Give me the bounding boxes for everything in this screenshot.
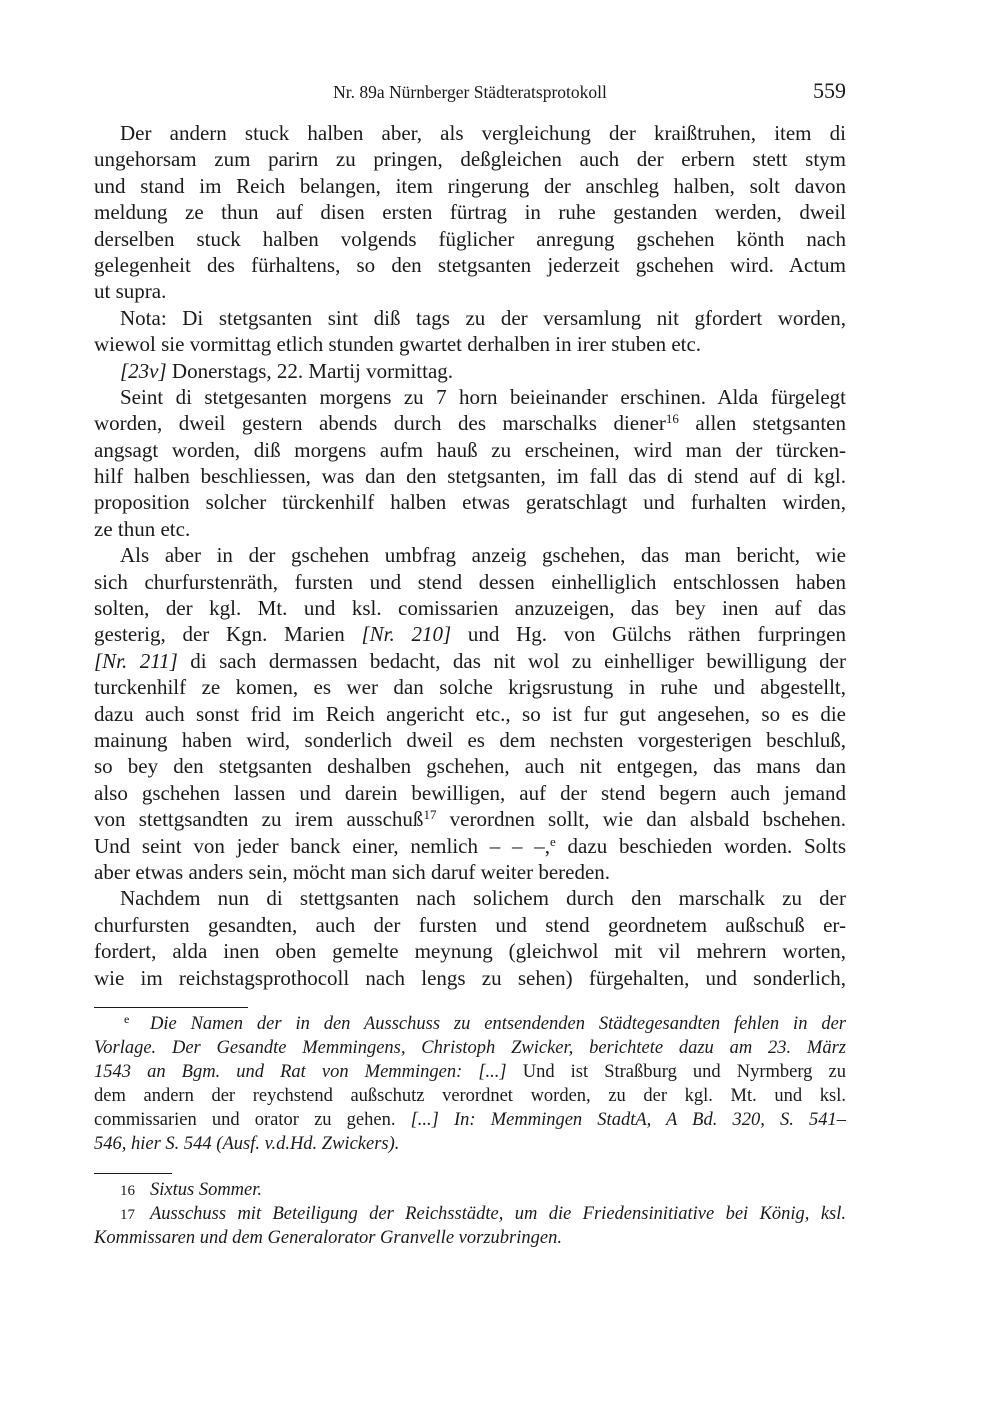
text-line: Seint di stetgesanten morgens zu 7 horn beieinander erschinen. Alda fürgelegt (120, 384, 846, 409)
text-line: churfursten gesandten, auch der fursten und stend geordnetem außschuß er- (94, 912, 846, 937)
text-line: derselben stuck halben volgends füglicher anregung gschehen könth nach (94, 226, 846, 251)
text-line: Und seint von jeder banck einer, nemlich – – –,$^e$ dazu beschieden worden. Solts (94, 833, 846, 858)
running-header (94, 78, 846, 108)
text-line: und stand im Reich belangen, item ringerung der anschleg halben, solt davon (94, 173, 846, 198)
footnote-ref-17[interactable]: 17 (423, 807, 437, 823)
text-line: gelegenheit des fürhaltens, so den stetgsanten jederzeit gschehen wird. Actum (94, 252, 846, 277)
text-line: [Nr. 211] di sach dermassen bedacht, das nit wol zu einhelliger bewilligung der (94, 648, 847, 673)
text-line: ut supra. (94, 279, 167, 304)
main-text (94, 120, 846, 991)
text-line: meldung ze thun auf disen ersten fürtrag in ruhe gestanden werden, dweil (94, 200, 846, 225)
text-line: turckenhilf ze komen, es wer dan solche krigsrustung in ruhe und abgestellt, (94, 675, 846, 700)
text-line: gesterig, der Kgn. Marien [Nr. 210] und Hg. von Gülchs räthen furpringen (94, 622, 846, 647)
text-line: also gschehen lassen und darein bewilligen, auf der stend begern auch jemand (94, 780, 846, 805)
text-line: Nota: Di stetgsanten sint diß tags zu der versamlung nit gfordert worden, (120, 305, 846, 330)
page-number: 559 (813, 78, 846, 103)
footnotes (94, 1178, 846, 1250)
running-title: Nr. 89a Nürnberger Städteratsprotokoll (333, 82, 607, 102)
cross-reference[interactable]: [Nr. 211] (94, 648, 178, 673)
text-line: fordert, alda inen oben gemelte meynung (gleichwol mit vil mehrern worten, (94, 939, 846, 964)
text-line: so bey den stetgsanten deshalben gschehen, auch nit entgegen, das mans dan (94, 754, 846, 779)
dateline: [23v] Donerstags, 22. Martij vormittag. (120, 358, 454, 383)
text-line: von stettgsandten zu irem ausschuß$^{17}$ verordnen sollt, wie dan alsbald bschehen. (94, 807, 846, 832)
note-line: e Die Namen der in den Ausschuss zu entsendenden Städtegesandten fehlen in der (124, 1012, 846, 1034)
footnote-mark: 16 (120, 1183, 135, 1199)
text-line: wiewol sie vormittag etlich stunden gwartet derhalben in irer stuben etc. (94, 332, 702, 357)
footnote-rule (94, 1173, 172, 1174)
textnote-rule (94, 1007, 248, 1008)
text-line: sich churfurstenräth, fursten und stend dessen einhelliglich entschlossen haben (94, 569, 846, 594)
text-line: mainung haben wird, sonderlich dweil es dem nechsten vorgesterigen beschluß, (94, 727, 846, 752)
text-line: dazu auch sonst frid im Reich angericht etc., so ist fur gut angesehen, so es die (94, 701, 846, 726)
textcritical-notes (94, 1012, 846, 1156)
cross-reference[interactable]: [Nr. 210] (361, 622, 452, 647)
note-line: Kommissaren und dem Generalorator Granvelle vorzubringen. (94, 1228, 562, 1248)
text-line: Nachdem nun di stettgsanten nach solichem durch den marschalk zu der (120, 886, 846, 911)
text-line: proposition solcher türckenhilf halben etwas geratschlagt und furhalten wirden, (94, 490, 846, 515)
text-line: Als aber in der gschehen umbfrag anzeig gschehen, das man bericht, wie (120, 543, 846, 568)
note-line: 546, hier S. 544 (Ausf. v.d.Hd. Zwickers). (94, 1134, 400, 1154)
note-line: Vorlage. Der Gesandte Memmingens, Christoph Zwicker, berichtete dazu am 23. März (94, 1038, 846, 1058)
note-line: 1543 an Bgm. und Rat von Memmingen: [...] Und ist Straßburg und Nyrmberg zu (94, 1062, 846, 1082)
text-line: ze thun etc. (94, 516, 191, 541)
text-line: angsagt worden, diß morgens aufm hauß zu erscheinen, wird man der türcken- (94, 437, 846, 462)
folio-marker: [23v] (120, 358, 167, 383)
text-line: worden, dweil gestern abends durch des marschalks diener$^{16}$ allen stetgsanten (94, 411, 846, 436)
footnote-17: 17 Ausschuss mit Beteiligung der Reichsstädte, um die Friedensinitiative bei König, ksl. (94, 1202, 846, 1226)
textnote-ref-e[interactable]: e (550, 833, 556, 849)
note-line: commissarien und orator zu gehen. [...] In: Memmingen StadtA, A Bd. 320, S. 541– (94, 1110, 846, 1130)
note-line: dem andern der reychstend außschutz verordnet worden, zu der kgl. Mt. und ksl. (94, 1086, 846, 1106)
text-line: Der andern stuck halben aber, als vergleichung der kraißtruhen, item di (120, 121, 846, 145)
text-line: ungehorsam zum parirn zu pringen, deßgleichen auch der erbern stett stym (94, 147, 846, 172)
footnote-ref-16[interactable]: 16 (665, 411, 679, 427)
text-line: aber etwas anders sein, möcht man sich daruf weiter bereden. (94, 859, 611, 884)
footnote-mark: 17 (120, 1207, 135, 1223)
text-line: solten, der kgl. Mt. und ksl. comissarien anzuzeigen, das bey inen auf das (94, 596, 846, 621)
text-line: hilf halben beschliessen, was dan den stetgsanten, im fall das di stend auf di kgl. (94, 464, 846, 489)
footnote-16: 16 Sixtus Sommer. (94, 1178, 846, 1202)
text-line: wie im reichstagsprothocoll nach lengs zu sehen) fürgehalten, und sonderlich, (94, 965, 846, 990)
